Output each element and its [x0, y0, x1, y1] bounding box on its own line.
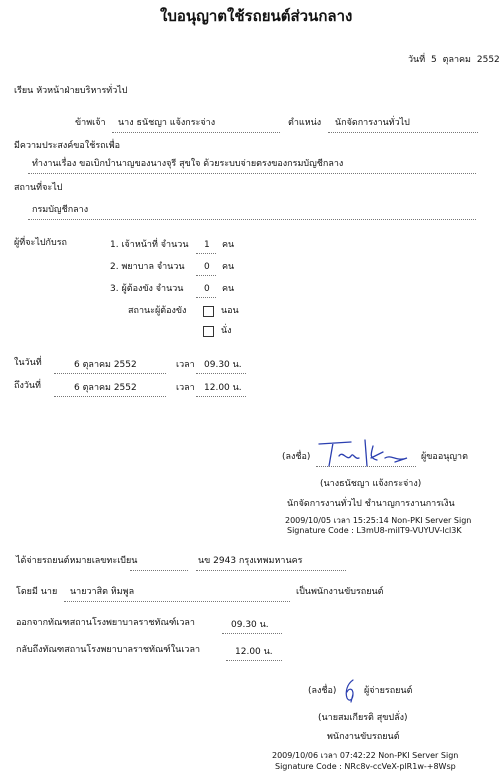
end-date-label: ถึงวันที่ [14, 381, 41, 391]
passenger-inmate-label: 3. ผู้ต้องขัง จำนวน [110, 284, 184, 294]
passengers-label: ผู้ที่จะไปกับรถ [14, 238, 67, 248]
sitting-checkbox[interactable] [203, 326, 214, 337]
return-time-line [226, 660, 282, 661]
approver-signature-image [313, 436, 413, 470]
dispatcher-stamp [272, 750, 458, 761]
dispatcher-position: พนักงานขับรถยนต์ [327, 732, 400, 742]
lying-checkbox[interactable] [203, 306, 214, 317]
return-label: กลับถึงทัณฑสถานโรงพยาบาลราชทัณฑ์ในเวลา [16, 645, 201, 655]
approver-position: นักจัดการงานทั่วไป ชำนาญการงานการเงิน [287, 499, 455, 509]
passenger-staff-unit: คน [222, 240, 235, 250]
dispatcher-stamp-date: 2009/10/06 [272, 751, 319, 760]
requester-name: นาง ธนัชญา แจ้งกระจ่าง [118, 118, 216, 128]
approver-sign-prefix: (ลงชื่อ) [282, 452, 311, 462]
dispatcher-name: (นายสมเกียรติ สุขปลั่ง) [318, 713, 408, 723]
vehicle-plate: นข 2943 กรุงเทพมหานคร [198, 556, 303, 566]
passenger-nurse-label: 2. พยาบาล จำนวน [110, 262, 185, 272]
end-time-label: เวลา [176, 383, 195, 393]
date-prefix: วันที่ [408, 55, 426, 65]
driver-name-line [64, 601, 290, 602]
date-line [408, 55, 500, 66]
date-year: 2552 [476, 55, 500, 65]
dispatcher-signature-image [341, 678, 361, 704]
place-text: กรมบัญชีกลาง [32, 205, 89, 215]
passenger-nurse-unit: คน [222, 262, 235, 272]
end-date-line [54, 396, 166, 397]
dispatcher-stamp-time-label: เวลา [320, 751, 338, 760]
approver-role: ผู้ขออนุญาต [421, 452, 468, 462]
approver-signature-code: Signature Code : L3mU8-miIT9-VUYUV-Icl3K [287, 526, 462, 535]
passenger-staff-count: 1 [204, 240, 210, 250]
start-time-label: เวลา [176, 360, 195, 370]
purpose-label: มีความประสงค์ขอใช้รถเพื่อ [14, 141, 121, 151]
approver-stamp-time: 15:25:14 Non-PKI Server Sign [352, 516, 472, 525]
place-line [28, 219, 476, 220]
return-time: 12.00 น. [235, 647, 273, 657]
start-time-line [196, 373, 246, 374]
end-time-line [196, 396, 246, 397]
end-date: 6 ตุลาคม 2552 [74, 383, 137, 393]
passenger-staff-count-line [196, 253, 216, 254]
salutation: เรียน หัวหน้าฝ่ายบริหารทั่วไป [14, 86, 128, 96]
requester-position: นักจัดการงานทั่วไป [335, 118, 410, 128]
purpose-text: ทำงานเรื่อง ขอเบิกบำนาญของนางจุรี สุขใจ ด้วยระบบจ่ายตรงของกรมบัญชีกลาง [32, 159, 344, 169]
inmate-status-label: สถานะผู้ต้องขัง [128, 306, 187, 316]
lying-option-label: นอน [221, 306, 239, 316]
dispatcher-role: ผู้จ่ายรถยนต์ [364, 686, 413, 696]
passenger-nurse-count: 0 [204, 262, 210, 272]
vehicle-line-right [196, 570, 346, 571]
date-month: ตุลาคม [442, 55, 471, 65]
passenger-inmate-count-line [196, 297, 216, 298]
start-date-line [54, 373, 166, 374]
end-time: 12.00 น. [204, 383, 242, 393]
requester-label: ข้าพเจ้า [75, 118, 106, 128]
position-line [328, 132, 478, 133]
passenger-nurse-count-line [196, 275, 216, 276]
passenger-inmate-count: 0 [204, 284, 210, 294]
approver-name: (นางธนัชญา แจ้งกระจ่าง) [320, 479, 422, 489]
dispatcher-sign-prefix: (ลงชื่อ) [308, 686, 337, 696]
start-date-label: ในวันที่ [14, 358, 42, 368]
approver-stamp-date: 2009/10/05 [285, 516, 332, 525]
departure-time-line [222, 633, 282, 634]
dispatcher-signature-code: Signature Code : NRc8v-ccVeX-plR1w-+8Wsp [275, 762, 456, 771]
start-date: 6 ตุลาคม 2552 [74, 360, 137, 370]
vehicle-label: ได้จ่ายรถยนต์หมายเลขทะเบียน [16, 556, 138, 566]
requester-name-line [112, 132, 280, 133]
approver-sign-line [316, 466, 416, 467]
passenger-inmate-unit: คน [222, 284, 235, 294]
driver-label: โดยมี นาย [16, 587, 58, 597]
sitting-option-label: นั่ง [221, 326, 232, 336]
position-label: ตำแหน่ง [288, 118, 322, 128]
start-time: 09.30 น. [204, 360, 242, 370]
vehicle-line-left [130, 570, 188, 571]
approver-stamp-time-label: เวลา [333, 516, 351, 525]
departure-time: 09.30 น. [231, 620, 269, 630]
purpose-line [28, 173, 476, 174]
departure-label: ออกจากทัณฑสถานโรงพยาบาลราชทัณฑ์เวลา [16, 618, 195, 628]
document-title: ใบอนุญาตใช้รถยนต์ส่วนกลาง [160, 7, 353, 25]
driver-role: เป็นพนักงานขับรถยนต์ [296, 587, 384, 597]
driver-name: นายวาสิต หิมพูล [70, 587, 135, 597]
date-day: 5 [431, 55, 437, 65]
place-label: สถานที่จะไป [14, 183, 63, 193]
passenger-staff-label: 1. เจ้าหน้าที่ จำนวน [110, 240, 189, 250]
dispatcher-stamp-time: 07:42:22 Non-PKI Server Sign [339, 751, 459, 760]
